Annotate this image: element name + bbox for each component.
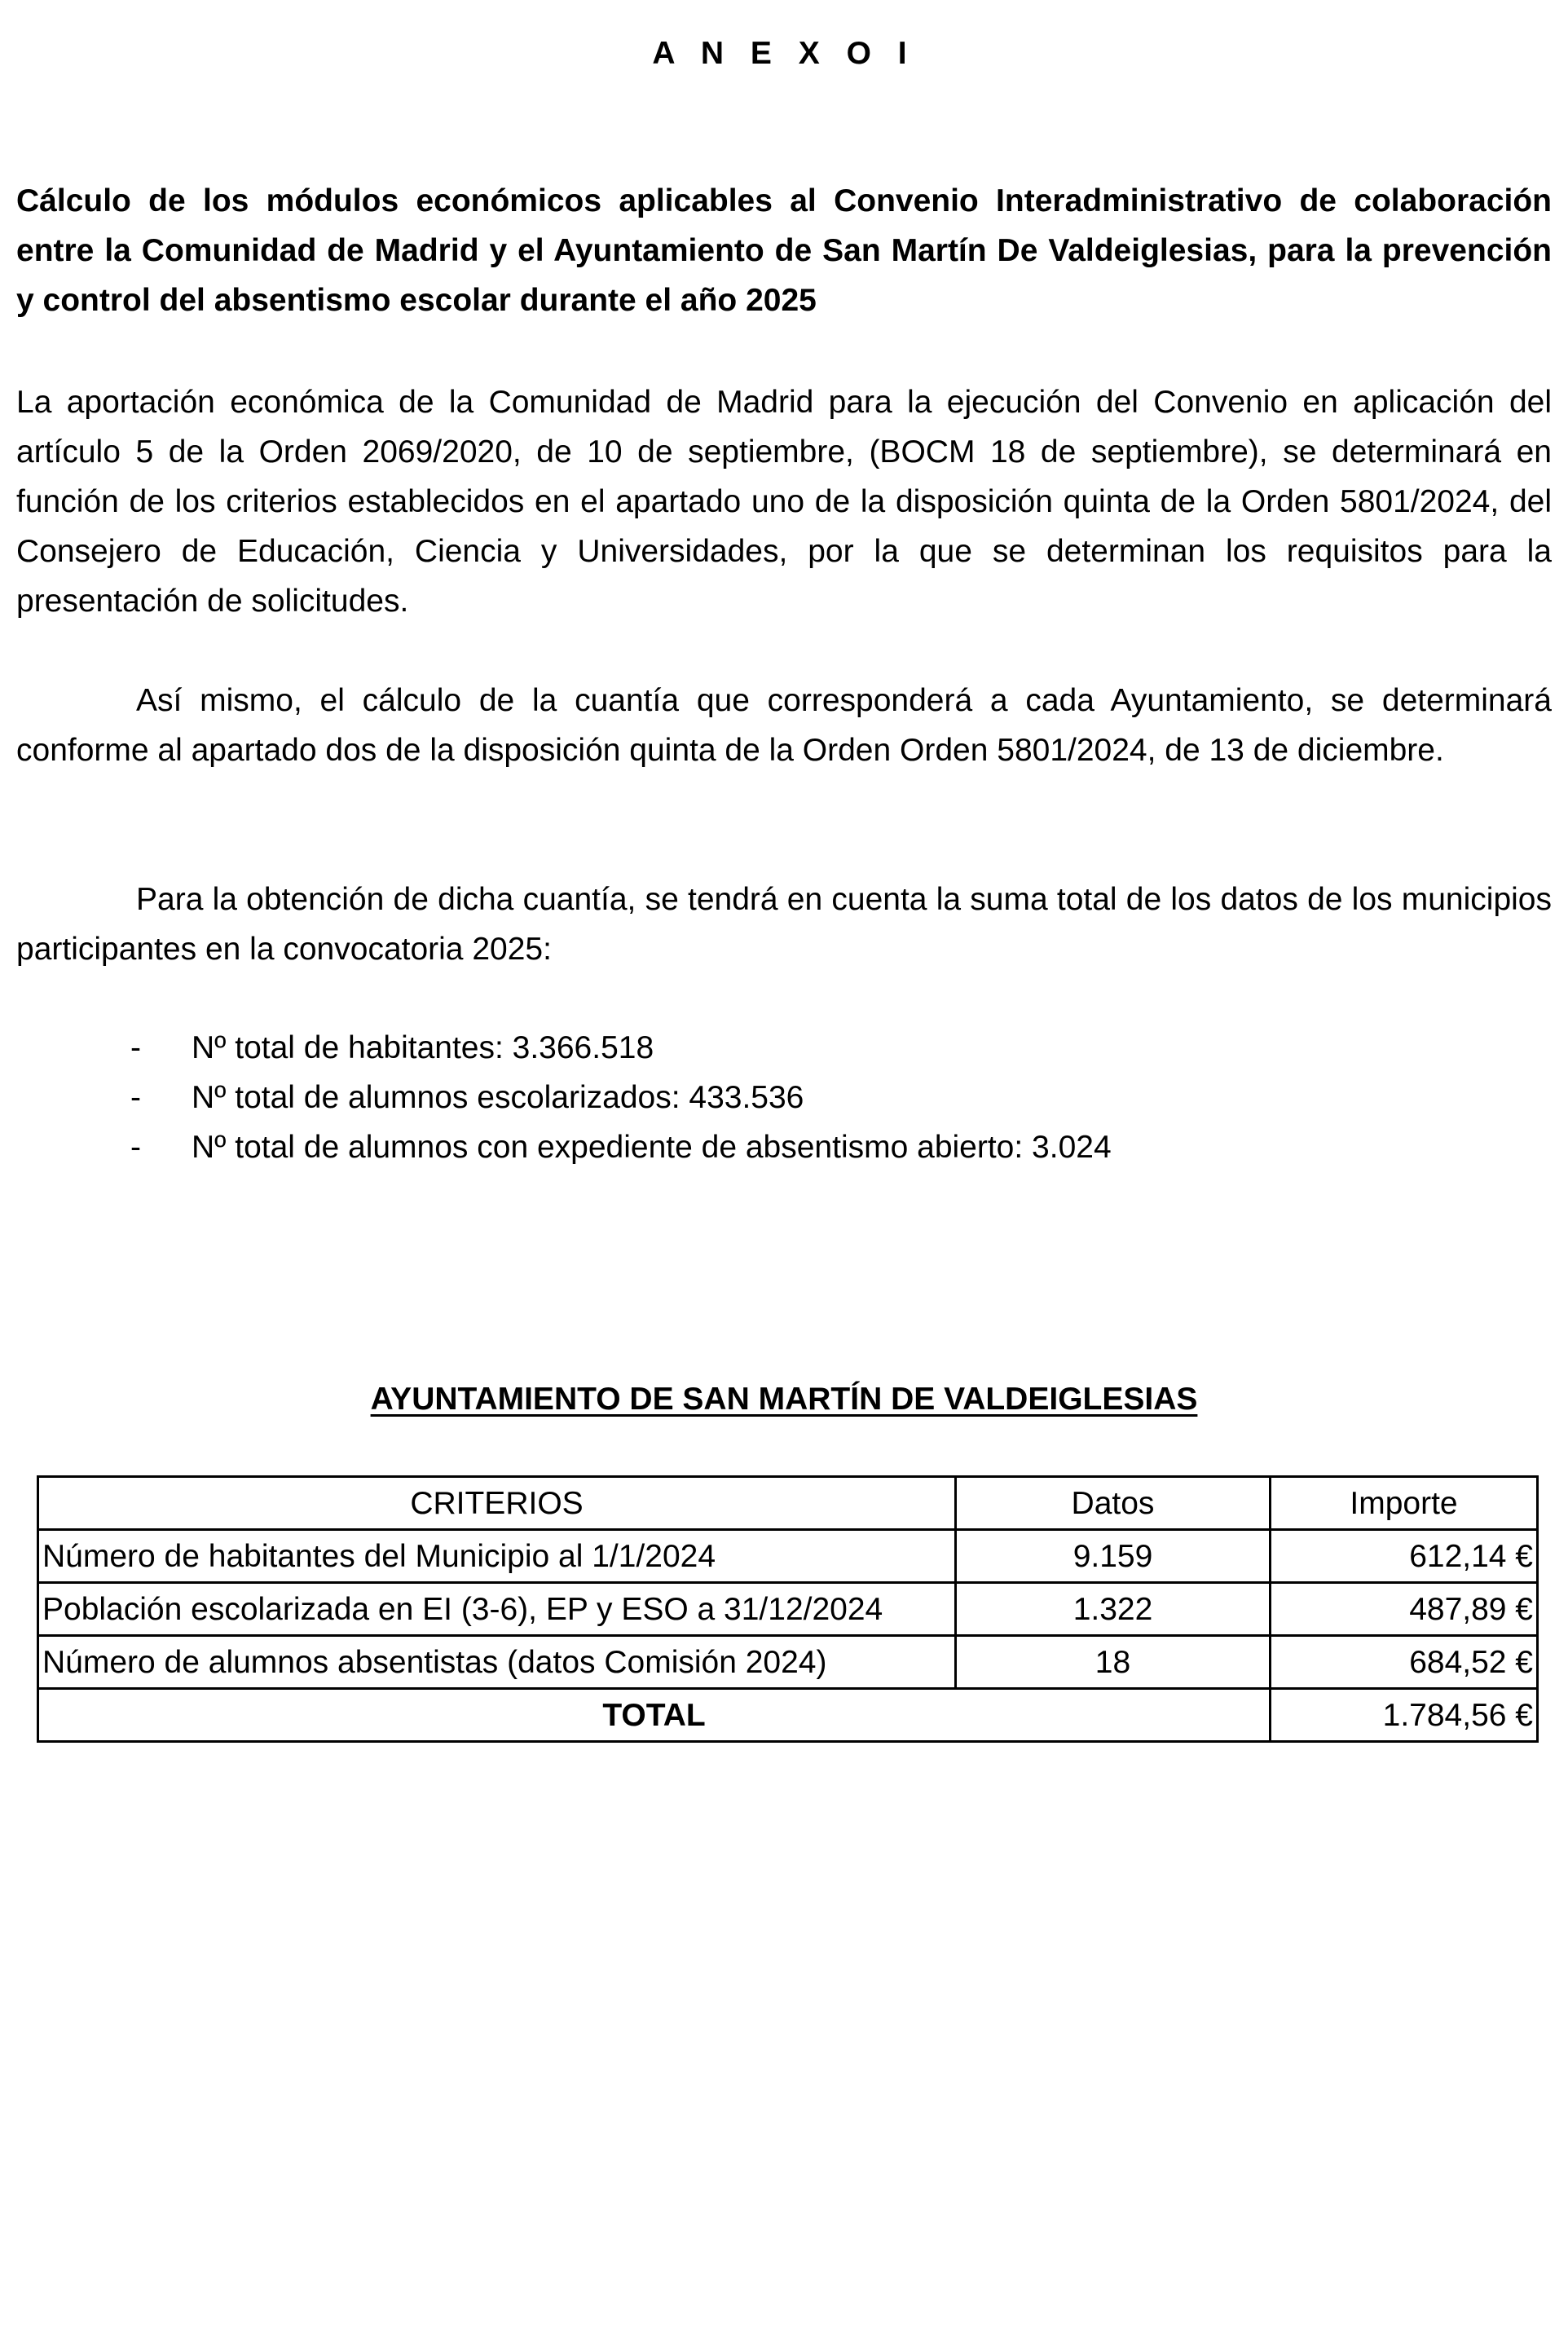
document-heading: Cálculo de los módulos económicos aplicables al Convenio Interadministrativo de colaboración entre la Comunidad de Madrid y el Ayuntamiento de San Martín De Valdeiglesias, para la prevención y control del absentismo escolar durante el año 2025 xyxy=(16,183,1552,318)
table-header-row xyxy=(38,1477,1538,1530)
list-item xyxy=(16,1073,1552,1122)
cell-importe: 612,14 € xyxy=(1271,1530,1538,1583)
list-item xyxy=(16,1023,1552,1073)
cell-criterio: Número de alumnos absentistas (datos Comisión 2024) xyxy=(38,1636,956,1689)
cell-importe: 487,89 € xyxy=(1271,1583,1538,1636)
table-row xyxy=(38,1530,1538,1583)
list-item-text: Nº total de alumnos escolarizados: 433.536 xyxy=(192,1080,804,1115)
paragraph-totals-intro: Para la obtención de dicha cuantía, se tendrá en cuenta la suma total de los datos de los municipios participantes en la convocatoria 2025: xyxy=(16,882,1552,967)
cell-datos: 9.159 xyxy=(956,1530,1271,1583)
bullet-dash: - xyxy=(130,1130,141,1165)
document-page xyxy=(16,0,1552,2341)
header-importe: Importe xyxy=(1271,1477,1538,1530)
header-criterios: CRITERIOS xyxy=(38,1477,956,1530)
list-item-text: Nº total de alumnos con expediente de absentismo abierto: 3.024 xyxy=(192,1130,1112,1165)
total-value: 1.784,56 € xyxy=(1271,1689,1538,1742)
list-item-text: Nº total de habitantes: 3.366.518 xyxy=(192,1030,654,1065)
table-row xyxy=(38,1636,1538,1689)
cell-datos: 1.322 xyxy=(956,1583,1271,1636)
totals-list xyxy=(16,1023,1552,1172)
cell-datos: 18 xyxy=(956,1636,1271,1689)
bullet-dash: - xyxy=(130,1080,141,1115)
total-label: TOTAL xyxy=(38,1689,1271,1742)
cell-criterio: Población escolarizada en EI (3-6), EP y ESO a 31/12/2024 xyxy=(38,1583,956,1636)
annex-title: A N E X O I xyxy=(652,36,916,71)
municipality-subtitle: AYUNTAMIENTO DE SAN MARTÍN DE VALDEIGLESIAS xyxy=(370,1382,1198,1417)
table-row xyxy=(38,1583,1538,1636)
cell-importe: 684,52 € xyxy=(1271,1636,1538,1689)
list-item xyxy=(16,1122,1552,1172)
table-total-row xyxy=(38,1689,1538,1742)
bullet-dash: - xyxy=(130,1030,141,1065)
paragraph-calculation: Así mismo, el cálculo de la cuantía que corresponderá a cada Ayuntamiento, se determinará conforme al apartado dos de la disposición quinta de la Orden Orden 5801/2024, de 13 de diciembre. xyxy=(16,683,1552,768)
paragraph-funding-basis: La aportación económica de la Comunidad de Madrid para la ejecución del Convenio en aplicación del artículo 5 de la Orden 2069/2020, de 10 de septiembre, (BOCM 18 de septiembre), se determinará en función de los criterios establecidos en el apartado uno de la disposición quinta de la Orden 5801/2024, del Consejero de Educación, Ciencia y Universidades, por la que se determinan los requisitos para la presentación de solicitudes. xyxy=(16,385,1552,619)
cell-criterio: Número de habitantes del Municipio al 1/1/2024 xyxy=(38,1530,956,1583)
header-datos: Datos xyxy=(956,1477,1271,1530)
criteria-table xyxy=(37,1475,1539,1743)
